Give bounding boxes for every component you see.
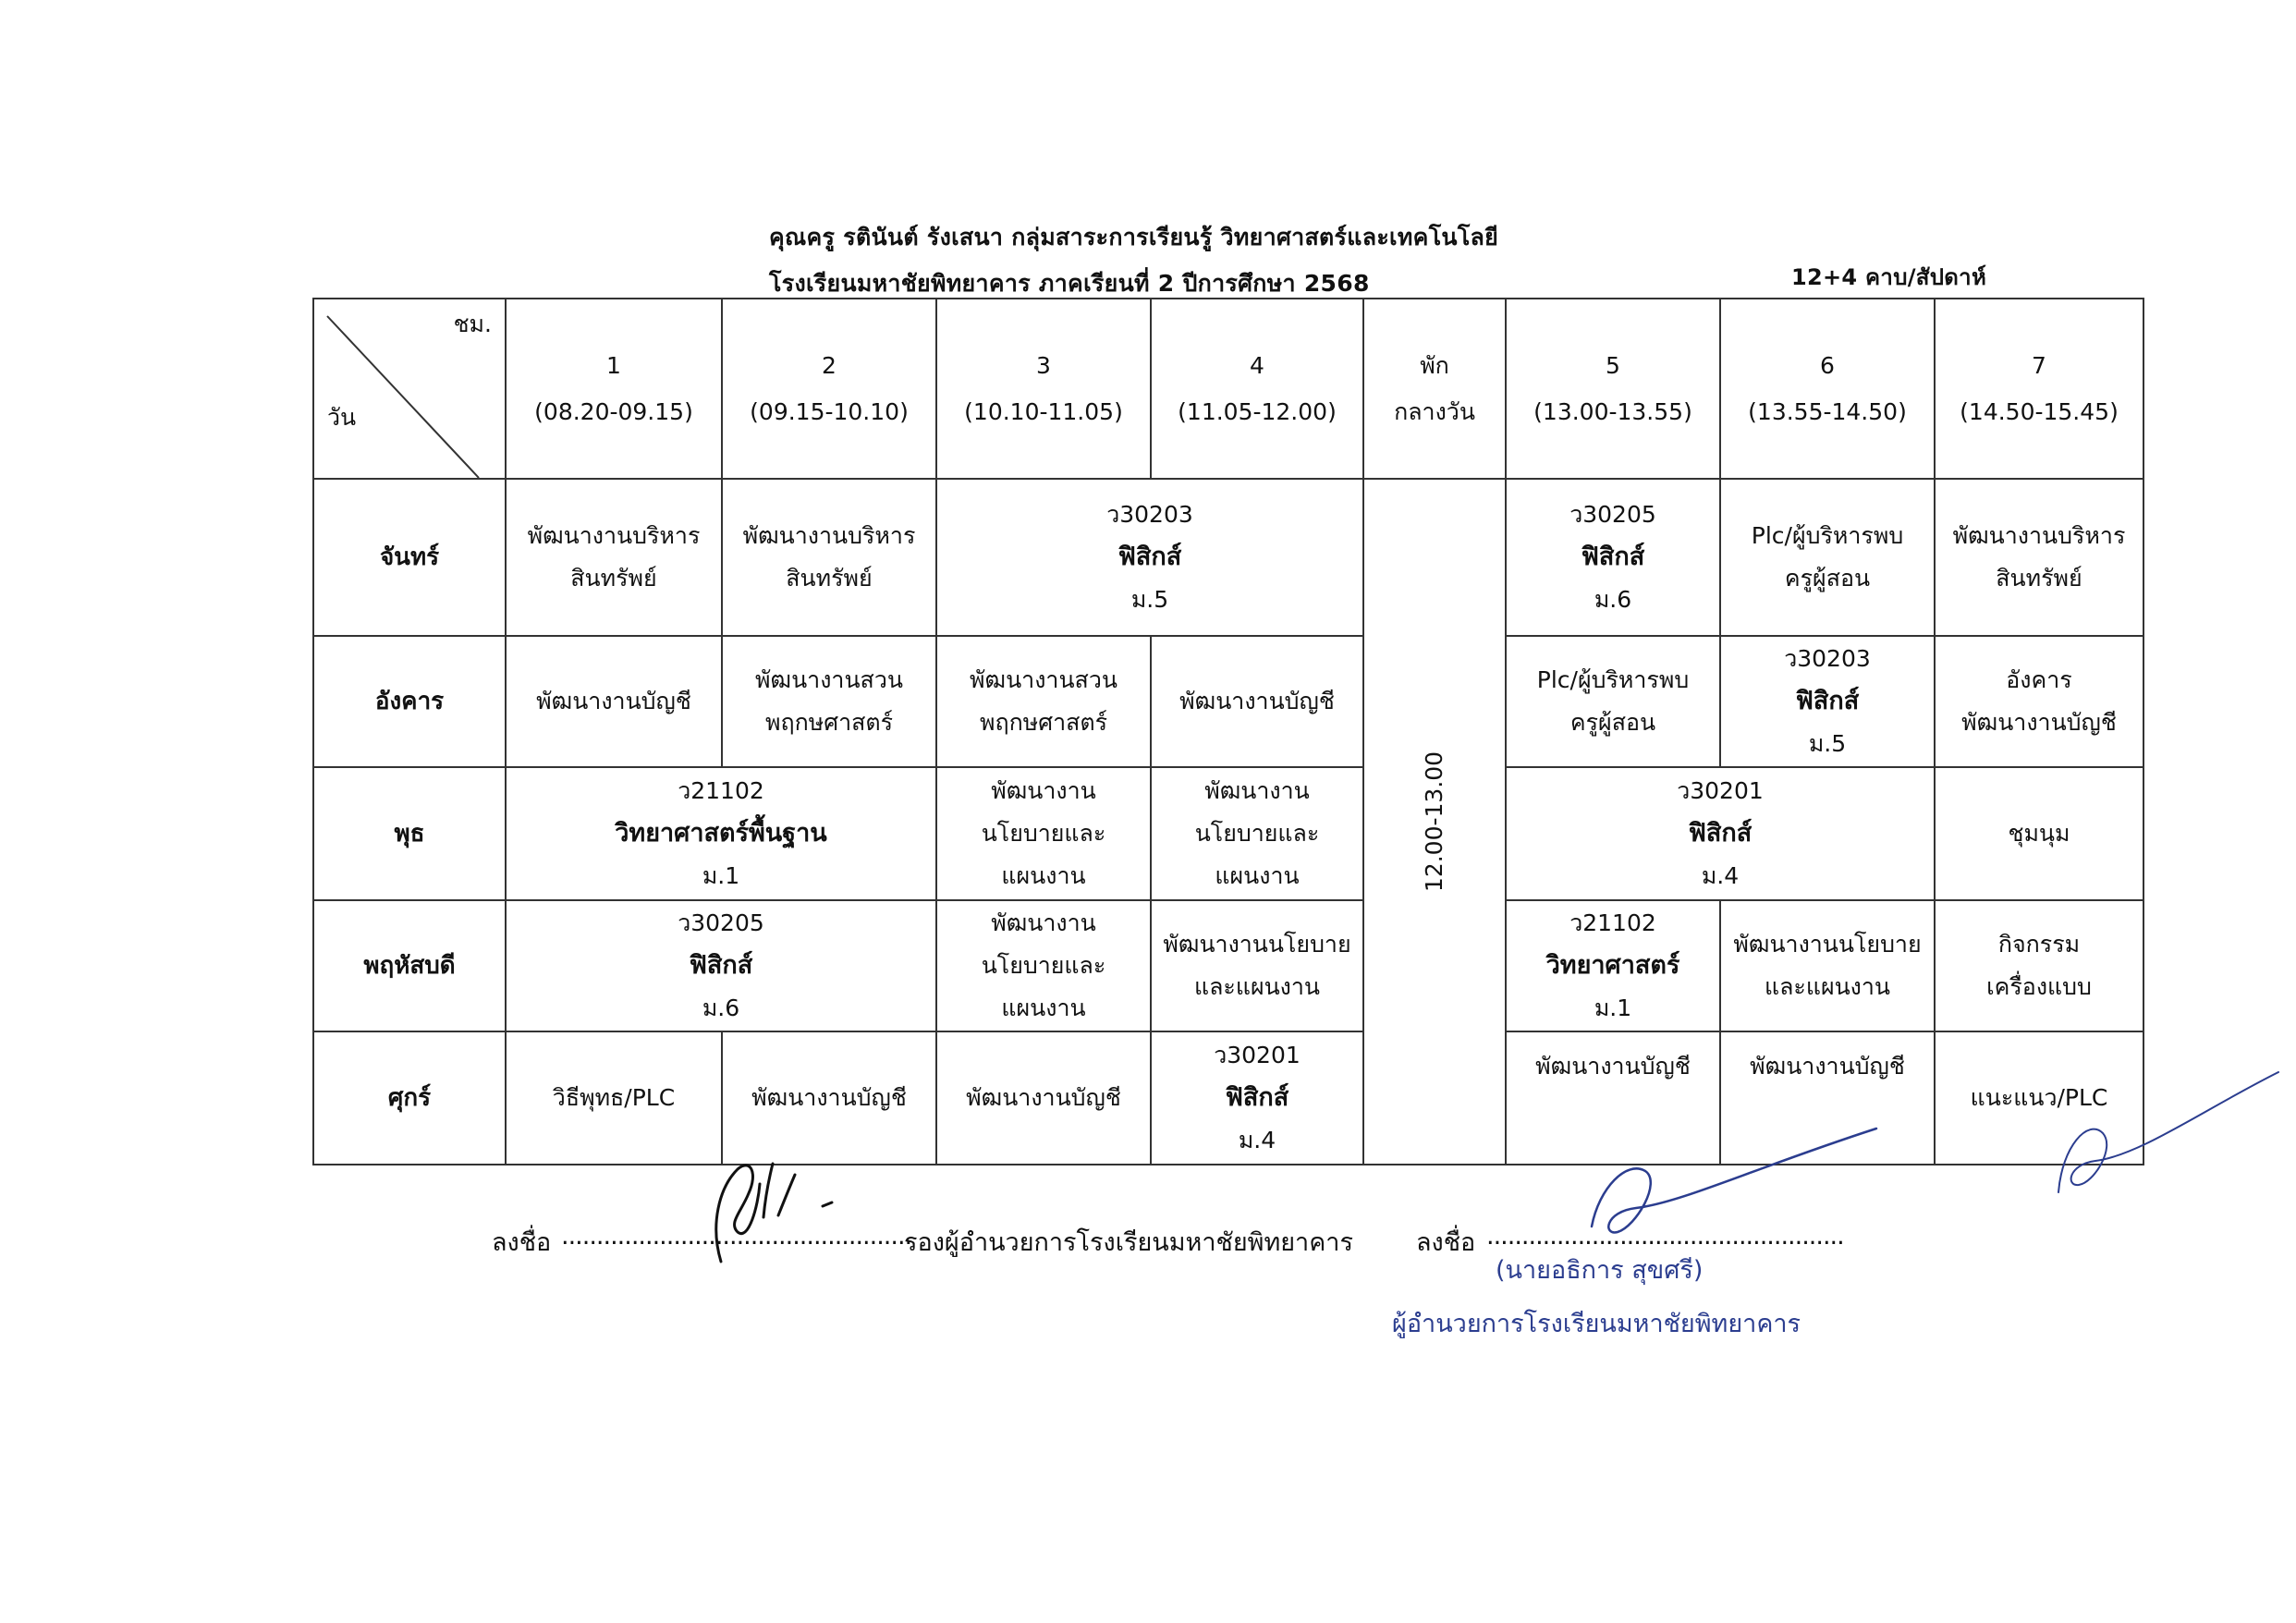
cell-line: พัฒนางาน bbox=[991, 909, 1096, 936]
cell-line: พัฒนางานบัญชี bbox=[1961, 709, 2117, 736]
cell-line: สินทรัพย์ bbox=[570, 565, 657, 592]
period-number: 6 bbox=[1820, 351, 1835, 379]
period-time: (09.15-10.10) bbox=[750, 397, 909, 425]
cell-thu-p4 bbox=[1151, 900, 1363, 1031]
director-signature bbox=[1581, 1123, 1904, 1243]
cell-mon-p2 bbox=[722, 479, 936, 636]
lunch-time: 12.00-13.00 bbox=[1421, 750, 1447, 893]
cell-fri-p2: พัฒนางานบัญชี bbox=[722, 1031, 936, 1165]
class-level: ม.6 bbox=[702, 995, 740, 1021]
day-monday: จันทร์ bbox=[313, 479, 506, 636]
subject-code: ว30203 bbox=[1106, 501, 1193, 528]
timetable bbox=[312, 298, 2144, 1165]
day-friday: ศุกร์ bbox=[313, 1031, 506, 1165]
period-number: 2 bbox=[822, 351, 837, 379]
cell-line: เครื่องแบบ bbox=[1986, 973, 2092, 1000]
class-level: ม.5 bbox=[1808, 730, 1847, 757]
class-level: ม.1 bbox=[1594, 995, 1632, 1021]
deputy-director-role: รองผู้อำนวยการโรงเรียนมหาชัยพิทยาคาร bbox=[904, 1228, 1353, 1257]
subject-name: ฟิสิกส์ bbox=[1225, 1083, 1289, 1112]
lunch-header bbox=[1363, 299, 1506, 479]
cell-line: ครูผู้สอน bbox=[1569, 709, 1656, 736]
teacher-heading: คุณครู รตินันต์ รังเสนา กลุ่มสาระการเรียนรู้ วิทยาศาสตร์และเทคโนโลยี bbox=[769, 224, 1499, 250]
period-time: (14.50-15.45) bbox=[1960, 397, 2119, 425]
cell-line: พัฒนางานสวน bbox=[755, 666, 903, 693]
lunch-label: พัก bbox=[1420, 351, 1449, 379]
class-level: ม.4 bbox=[1701, 862, 1740, 889]
cell-line: พัฒนางานนโยบาย bbox=[1733, 931, 1922, 958]
cell-fri-p4 bbox=[1151, 1031, 1363, 1165]
cell-tue-p2 bbox=[722, 636, 936, 767]
cell-line: และแผนงาน bbox=[1764, 973, 1891, 1000]
cell-line: แผนงาน bbox=[1001, 862, 1086, 889]
subject-code: ว30201 bbox=[1214, 1042, 1301, 1068]
sign-dotted-line-2: ................................................... bbox=[1486, 1222, 1844, 1251]
cell-line: Plc/ผู้บริหารพบ bbox=[1536, 666, 1690, 693]
class-level: ม.1 bbox=[702, 862, 740, 889]
cell-tue-p5 bbox=[1506, 636, 1720, 767]
cell-fri-p7: แนะแนว/PLC bbox=[1935, 1031, 2143, 1165]
cell-line: พฤกษศาสตร์ bbox=[979, 709, 1108, 736]
class-level: ม.5 bbox=[1130, 586, 1169, 613]
cell-fri-p3: พัฒนางานบัญชี bbox=[936, 1031, 1151, 1165]
director-name: (นายอธิการ สุขศรี) bbox=[1496, 1256, 1704, 1285]
cell-line: พัฒนางานสวน bbox=[970, 666, 1117, 693]
subject-name: ฟิสิกส์ bbox=[1688, 819, 1753, 848]
class-level: ม.6 bbox=[1594, 586, 1632, 613]
cell-tue-p3 bbox=[936, 636, 1151, 767]
period-header-7 bbox=[1935, 299, 2143, 479]
subject-code: ว30205 bbox=[678, 909, 764, 936]
cell-thu-p7 bbox=[1935, 900, 2143, 1031]
cell-fri-p6: พัฒนางานบัญชี bbox=[1720, 1031, 1935, 1165]
period-header-6 bbox=[1720, 299, 1935, 479]
deputy-signature bbox=[684, 1151, 860, 1271]
cell-mon-p1 bbox=[506, 479, 722, 636]
subject-code: ว21102 bbox=[678, 777, 764, 804]
cell-mon-p5 bbox=[1506, 479, 1720, 636]
day-tuesday: อังคาร bbox=[313, 636, 506, 767]
period-number: 3 bbox=[1036, 351, 1051, 379]
cell-line: Plc/ผู้บริหารพบ bbox=[1751, 522, 1904, 549]
cell-line: พัฒนางาน bbox=[1204, 777, 1310, 804]
corner-day-label: วัน bbox=[327, 404, 357, 431]
subject-name: ฟิสิกส์ bbox=[1117, 543, 1182, 571]
period-header-1 bbox=[506, 299, 722, 479]
subject-code: ว30203 bbox=[1784, 645, 1871, 672]
cell-wed-p3 bbox=[936, 767, 1151, 900]
cell-line: นโยบายและ bbox=[981, 820, 1106, 847]
cell-line: พัฒนางานบริหาร bbox=[742, 522, 916, 549]
sign-label-2: ลงชื่อ bbox=[1416, 1228, 1476, 1257]
subject-code: ว21102 bbox=[1569, 909, 1656, 936]
subject-name: ฟิสิกส์ bbox=[1581, 543, 1645, 571]
cell-line: แผนงาน bbox=[1001, 995, 1086, 1021]
period-header-3 bbox=[936, 299, 1151, 479]
cell-line: กิจกรรม bbox=[1997, 931, 2081, 958]
subject-code: ว30201 bbox=[1677, 777, 1764, 804]
cell-mon-p6 bbox=[1720, 479, 1935, 636]
cell-line: สินทรัพย์ bbox=[786, 565, 873, 592]
cell-fri-p1: วิธีพุทธ/PLC bbox=[506, 1031, 722, 1165]
cell-line: อังคาร bbox=[2006, 666, 2072, 693]
cell-thu-p1-2 bbox=[506, 900, 936, 1031]
cell-line: พัฒนางานบริหาร bbox=[1952, 522, 2126, 549]
period-number: 4 bbox=[1250, 351, 1264, 379]
cell-tue-p7 bbox=[1935, 636, 2143, 767]
period-header-4 bbox=[1151, 299, 1363, 479]
lunch-break-cell bbox=[1363, 479, 1506, 1165]
corner-hour-label: ชม. bbox=[453, 311, 492, 337]
period-header-5 bbox=[1506, 299, 1720, 479]
sign-label-1: ลงชื่อ bbox=[492, 1228, 552, 1257]
period-number: 1 bbox=[606, 351, 621, 379]
period-time: (11.05-12.00) bbox=[1178, 397, 1337, 425]
margin-signature bbox=[2047, 1063, 2288, 1202]
cell-thu-p3 bbox=[936, 900, 1151, 1031]
cell-mon-p3-4 bbox=[936, 479, 1363, 636]
period-number: 5 bbox=[1606, 351, 1620, 379]
sign-dotted-line-1: .................................................. bbox=[561, 1222, 912, 1251]
cell-line: นโยบายและ bbox=[981, 952, 1106, 979]
cell-line: พัฒนางานนโยบาย bbox=[1163, 931, 1351, 958]
period-time: (13.55-14.50) bbox=[1748, 397, 1907, 425]
cell-line: พัฒนางาน bbox=[991, 777, 1096, 804]
cell-line: พัฒนางานบริหาร bbox=[527, 522, 701, 549]
cell-wed-p4 bbox=[1151, 767, 1363, 900]
school-heading: โรงเรียนมหาชัยพิทยาคาร ภาคเรียนที่ 2 ปีการศึกษา 2568 bbox=[769, 270, 1370, 297]
periods-per-week: 12+4 คาบ/สัปดาห์ bbox=[1791, 264, 1987, 290]
day-wednesday: พุธ bbox=[313, 767, 506, 900]
cell-line: และแผนงาน bbox=[1193, 973, 1321, 1000]
cell-line: ครูผู้สอน bbox=[1784, 565, 1871, 592]
cell-line: แผนงาน bbox=[1215, 862, 1300, 889]
cell-tue-p6 bbox=[1720, 636, 1935, 767]
cell-wed-p5-6 bbox=[1506, 767, 1935, 900]
cell-wed-p1-2 bbox=[506, 767, 936, 900]
director-title: ผู้อำนวยการโรงเรียนมหาชัยพิทยาคาร bbox=[1392, 1310, 1801, 1338]
subject-name: ฟิสิกส์ bbox=[1795, 687, 1860, 715]
cell-tue-p1: พัฒนางานบัญชี bbox=[506, 636, 722, 767]
cell-line: พฤกษศาสตร์ bbox=[764, 709, 894, 736]
subject-code: ว30205 bbox=[1569, 501, 1656, 528]
cell-tue-p4: พัฒนางานบัญชี bbox=[1151, 636, 1363, 767]
cell-thu-p6 bbox=[1720, 900, 1935, 1031]
cell-mon-p7 bbox=[1935, 479, 2143, 636]
lunch-label-2: กลางวัน bbox=[1394, 397, 1475, 425]
cell-wed-p7: ชุมนุม bbox=[1935, 767, 2143, 900]
day-thursday: พฤหัสบดี bbox=[313, 900, 506, 1031]
period-time: (08.20-09.15) bbox=[534, 397, 693, 425]
period-number: 7 bbox=[2032, 351, 2046, 379]
class-level: ม.4 bbox=[1238, 1127, 1276, 1153]
period-time: (10.10-11.05) bbox=[964, 397, 1123, 425]
corner-header bbox=[313, 299, 506, 479]
cell-fri-p5: พัฒนางานบัญชี bbox=[1506, 1031, 1720, 1165]
subject-name: วิทยาศาสตร์ bbox=[1545, 951, 1680, 980]
subject-name: ฟิสิกส์ bbox=[689, 951, 753, 980]
period-header-2 bbox=[722, 299, 936, 479]
subject-name: วิทยาศาสตร์พื้นฐาน bbox=[615, 819, 827, 848]
cell-line: สินทรัพย์ bbox=[1996, 565, 2082, 592]
cell-line: นโยบายและ bbox=[1194, 820, 1320, 847]
period-time: (13.00-13.55) bbox=[1533, 397, 1692, 425]
cell-thu-p5 bbox=[1506, 900, 1720, 1031]
